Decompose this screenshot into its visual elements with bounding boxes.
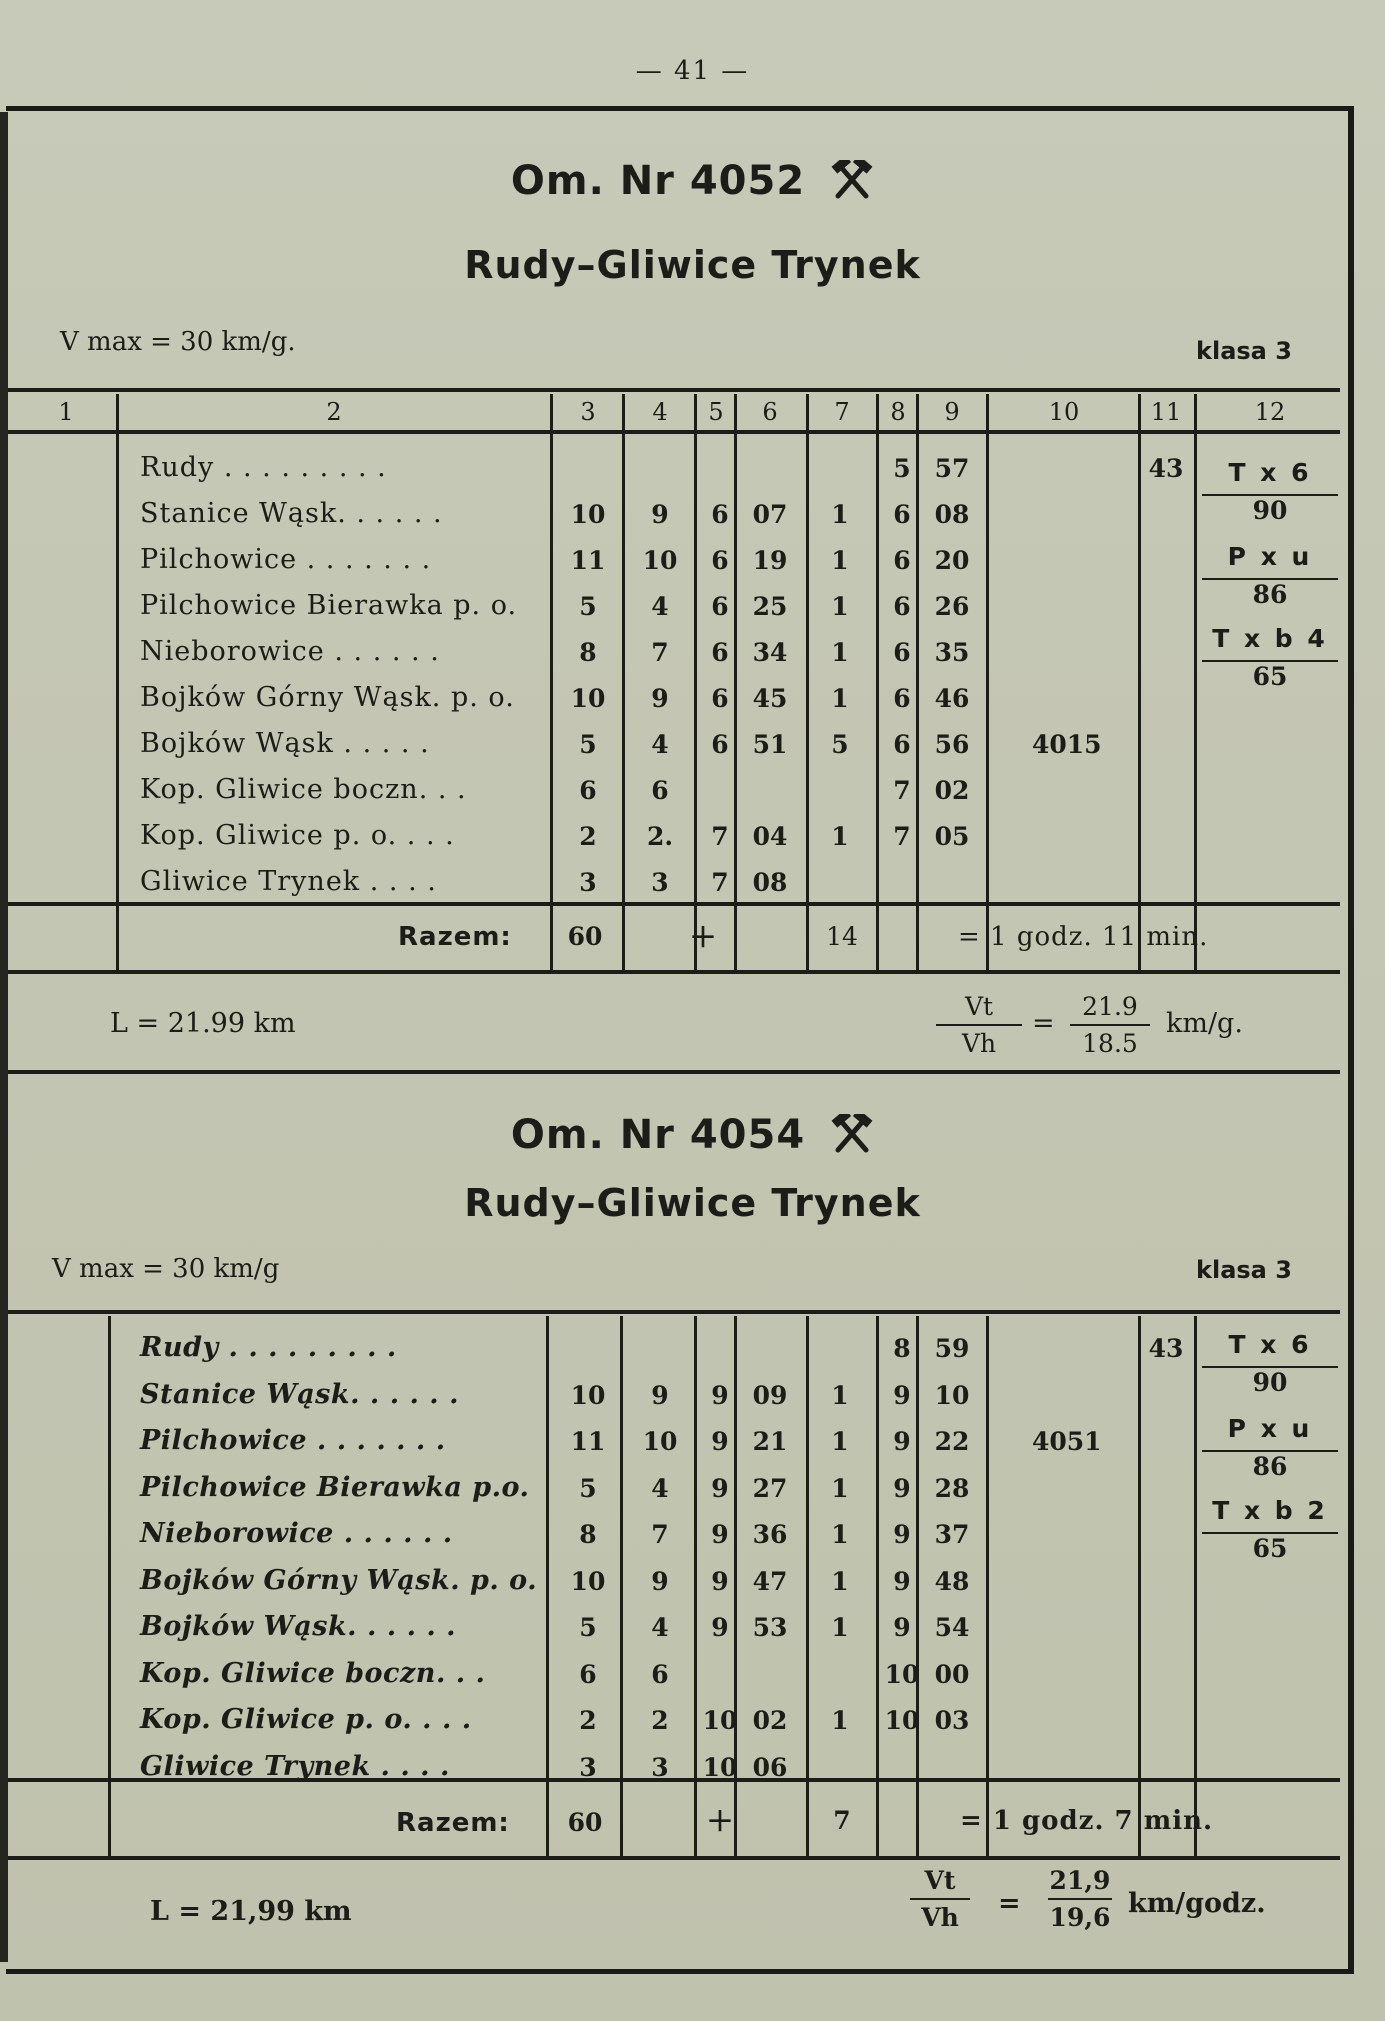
train-composition-cell: T x 6 — [1228, 458, 1312, 487]
station-name: Nieborowice . . . . . . — [140, 1518, 453, 1549]
station-name: Pilchowice . . . . . . . — [140, 1425, 446, 1456]
cell-c9: 03 — [934, 1706, 970, 1735]
section1-klasa: klasa 3 — [1196, 337, 1292, 365]
section1-razem-km: 60 — [567, 922, 603, 951]
header-col-5: 5 — [708, 398, 724, 426]
cell-c5: 6 — [711, 730, 729, 759]
vh-label: Vh — [961, 1029, 997, 1058]
section2-length: L = 21,99 km — [150, 1896, 352, 1927]
section2-route: Rudy–Gliwice Trynek — [464, 1181, 921, 1225]
cell-c9: 59 — [934, 1334, 970, 1363]
vt-label: Vt — [964, 992, 994, 1021]
cell-c11: 43 — [1148, 1334, 1184, 1363]
cell-c11: 43 — [1148, 454, 1184, 483]
cell-c4: 9 — [651, 684, 669, 713]
cell-c6: 27 — [752, 1473, 788, 1503]
cell-c3: 10 — [570, 1566, 606, 1596]
cell-c4: 7 — [651, 1520, 669, 1549]
section2-vmax: V max = 30 km/g — [52, 1254, 280, 1284]
cell-c8: 9 — [893, 1613, 911, 1642]
station-name: Stanice Wąsk. . . . . . — [140, 1378, 459, 1410]
section1-vh-value: 18.5 — [1082, 1029, 1138, 1058]
station-name: Kop. Gliwice boczn. . . — [140, 1657, 486, 1689]
cell-c8: 9 — [893, 1427, 911, 1456]
vt-label: Vt — [924, 1866, 956, 1895]
cell-c9: 46 — [934, 684, 970, 713]
cell-c8: 9 — [893, 1566, 911, 1596]
cell-c3: 6 — [579, 776, 597, 805]
cell-c9: 02 — [934, 776, 970, 805]
section2-title-text: Om. Nr 4054 — [510, 1112, 806, 1158]
cell-c9: 20 — [934, 546, 970, 575]
cell-c3: 2 — [579, 1706, 597, 1735]
cell-c8: 9 — [893, 1473, 911, 1503]
cell-c8: 6 — [893, 500, 911, 529]
cell-c5: 9 — [711, 1520, 729, 1549]
cell-c5: 6 — [711, 638, 729, 667]
cell-c6: 45 — [752, 684, 788, 713]
header-col-10: 10 — [1048, 398, 1080, 426]
section1-speed-fraction — [1070, 992, 1150, 1058]
station-name: Kop. Gliwice p. o. . . . — [140, 1704, 472, 1735]
cell-c9: 57 — [934, 454, 970, 483]
cell-c7: 1 — [831, 1427, 849, 1456]
cell-c8: 7 — [893, 776, 911, 805]
cell-c7: 1 — [831, 592, 849, 621]
cell-c9: 48 — [934, 1566, 970, 1596]
cell-c5: 10 — [702, 1706, 738, 1735]
train-composition-cell: P x u — [1227, 1414, 1313, 1443]
cell-c7: 1 — [831, 1566, 849, 1596]
cell-c4: 9 — [651, 500, 669, 529]
page-number: — 41 — — [635, 56, 750, 86]
cell-c3: 6 — [579, 1659, 597, 1689]
cell-c6: 06 — [752, 1752, 788, 1782]
cell-c3: 11 — [570, 546, 606, 575]
header-col-2: 2 — [326, 398, 342, 426]
s2-column-divider — [1194, 1316, 1197, 1856]
cell-c7: 1 — [831, 1473, 849, 1503]
cell-c6: 21 — [752, 1427, 788, 1456]
cell-c3: 8 — [579, 1520, 597, 1549]
cell-c9: 37 — [934, 1520, 970, 1549]
section1-vt-vh-fraction — [936, 992, 1022, 1058]
section1-vmax: V max = 30 km/g. — [60, 327, 296, 357]
cell-c8: 6 — [893, 638, 911, 667]
cell-c7: 1 — [831, 684, 849, 713]
section2-razem-plus: + — [705, 1800, 735, 1840]
header-col-6: 6 — [762, 398, 778, 426]
station-name: Rudy . . . . . . . . . — [140, 1332, 397, 1363]
section1-title — [0, 158, 1385, 204]
cell-c8: 6 — [893, 546, 911, 575]
hammer-pick-icon — [830, 160, 874, 200]
cell-c6: 25 — [752, 592, 788, 621]
header-col-12: 12 — [1254, 398, 1286, 426]
cell-c4: 4 — [651, 1613, 669, 1642]
station-name: Pilchowice Bierawka p. o. — [140, 590, 518, 621]
cell-c9: 22 — [934, 1427, 970, 1456]
section1-speed-unit: km/g. — [1166, 1008, 1243, 1039]
cell-c7: 1 — [831, 1380, 849, 1410]
cell-c8: 10 — [884, 1706, 920, 1735]
section1-razem-label: Razem: — [398, 922, 512, 952]
cell-c3: 8 — [579, 638, 597, 667]
cell-c10: 4051 — [1032, 1427, 1102, 1456]
page-frame — [6, 106, 1354, 1974]
header-col-4: 4 — [652, 398, 668, 426]
cell-c4: 2 — [651, 1706, 669, 1735]
station-name: Stanice Wąsk. . . . . . — [140, 498, 443, 529]
cell-c5: 9 — [711, 1380, 729, 1410]
section1-route: Rudy–Gliwice Trynek — [464, 243, 921, 287]
train-composition-cell: 65 — [1252, 1534, 1288, 1563]
cell-c8: 9 — [893, 1380, 911, 1410]
section1-razem-stops: 14 — [826, 922, 858, 951]
section2-speed-fraction — [1048, 1866, 1112, 1932]
cell-c6: 53 — [752, 1613, 788, 1642]
cell-c7: 1 — [831, 822, 849, 851]
cell-c6: 04 — [752, 822, 788, 851]
cell-c3: 3 — [579, 868, 597, 897]
cell-c9: 08 — [934, 500, 970, 529]
s2-column-divider — [806, 1316, 809, 1856]
cell-c9: 00 — [934, 1659, 970, 1689]
cell-c4: 4 — [651, 592, 669, 621]
section1-equals: = — [1032, 1008, 1055, 1039]
cell-c5: 10 — [702, 1752, 738, 1782]
s2-column-divider — [546, 1316, 549, 1856]
header-col-7: 7 — [834, 398, 850, 426]
station-name: Pilchowice . . . . . . . — [140, 544, 432, 575]
cell-c3: 5 — [579, 730, 597, 759]
cell-c8: 8 — [893, 1334, 911, 1363]
section2-speed-unit: km/godz. — [1128, 1888, 1266, 1919]
cell-c7: 1 — [831, 1706, 849, 1735]
section2-razem-total: = 1 godz. 7 min. — [960, 1806, 1214, 1836]
cell-c5: 7 — [711, 822, 729, 851]
cell-c5: 9 — [711, 1566, 729, 1596]
station-name: Nieborowice . . . . . . — [140, 636, 440, 667]
section1-rule-bottom — [8, 1070, 1340, 1074]
cell-c4: 3 — [651, 868, 669, 897]
cell-c4: 10 — [642, 1427, 678, 1456]
cell-c5: 7 — [711, 868, 729, 897]
cell-c9: 05 — [934, 822, 970, 851]
station-name: Kop. Gliwice p. o. . . . — [140, 820, 455, 851]
section1-title-text: Om. Nr 4052 — [510, 158, 806, 204]
cell-c7: 1 — [831, 546, 849, 575]
s2-column-divider — [986, 1316, 989, 1856]
cell-c9: 10 — [934, 1380, 970, 1410]
hammer-pick-icon — [830, 1114, 874, 1154]
cell-c6: 34 — [752, 638, 788, 667]
cell-c8: 6 — [893, 592, 911, 621]
cell-c3: 10 — [570, 500, 606, 529]
section2-vt-vh-fraction — [910, 1866, 970, 1932]
cell-c7: 1 — [831, 1613, 849, 1642]
header-col-9: 9 — [944, 398, 960, 426]
station-name: Rudy . . . . . . . . . — [140, 452, 387, 483]
section2-rule-sum-end — [8, 1856, 1340, 1860]
cell-c10: 4015 — [1032, 730, 1102, 759]
header-col-3: 3 — [580, 398, 596, 426]
cell-c6: 19 — [752, 546, 788, 575]
station-name: Gliwice Trynek . . . . — [140, 866, 437, 897]
header-col-11: 11 — [1150, 398, 1182, 426]
station-name: Bojków Górny Wąsk. p. o. — [140, 682, 515, 713]
train-composition-cell: 86 — [1252, 1452, 1288, 1481]
cell-c3: 2 — [579, 822, 597, 851]
cell-c6: 47 — [752, 1566, 788, 1596]
cell-c7: 1 — [831, 638, 849, 667]
vh-label: Vh — [921, 1903, 959, 1932]
train-composition-cell: 90 — [1252, 1368, 1288, 1397]
cell-c8: 9 — [893, 1520, 911, 1549]
section2-klasa: klasa 3 — [1196, 1256, 1292, 1284]
cell-c3: 10 — [570, 1380, 606, 1410]
cell-c3: 10 — [570, 684, 606, 713]
train-composition-cell: 65 — [1252, 662, 1288, 691]
cell-c7: 1 — [831, 1520, 849, 1549]
section2-razem-label: Razem: — [396, 1808, 510, 1838]
cell-c5: 6 — [711, 546, 729, 575]
cell-c8: 7 — [893, 822, 911, 851]
s1-column-divider — [986, 394, 989, 970]
cell-c8: 6 — [893, 730, 911, 759]
cell-c6: 02 — [752, 1706, 788, 1735]
section1-razem-total: = 1 godz. 11 min. — [958, 922, 1209, 952]
section2-razem-km: 60 — [567, 1808, 603, 1837]
cell-c4: 10 — [642, 546, 678, 575]
cell-c8: 5 — [893, 454, 911, 483]
station-name: Gliwice Trynek . . . . — [140, 1750, 450, 1782]
cell-c5: 6 — [711, 592, 729, 621]
section1-rule-top — [8, 388, 1340, 392]
cell-c4: 3 — [651, 1752, 669, 1782]
train-composition-cell: P x u — [1227, 542, 1313, 571]
cell-c7: 5 — [831, 730, 849, 759]
section1-razem-plus: + — [688, 916, 718, 956]
cell-c4: 6 — [651, 776, 669, 805]
cell-c9: 26 — [934, 592, 970, 621]
s2-column-divider — [108, 1316, 111, 1856]
cell-c7: 1 — [831, 500, 849, 529]
s1-column-divider — [116, 394, 119, 970]
header-col-8: 8 — [890, 398, 906, 426]
s1-column-divider — [622, 394, 625, 970]
cell-c4: 9 — [651, 1380, 669, 1410]
cell-c5: 9 — [711, 1473, 729, 1503]
cell-c4: 9 — [651, 1566, 669, 1596]
cell-c3: 5 — [579, 592, 597, 621]
train-composition-cell: 86 — [1252, 580, 1288, 609]
cell-c6: 07 — [752, 500, 788, 529]
section2-razem-stops: 7 — [833, 1806, 851, 1835]
cell-c5: 9 — [711, 1427, 729, 1456]
s2-column-divider — [620, 1316, 623, 1856]
cell-c8: 10 — [884, 1659, 920, 1689]
cell-c6: 36 — [752, 1520, 788, 1549]
s2-column-divider — [1138, 1316, 1141, 1856]
cell-c8: 6 — [893, 684, 911, 713]
cell-c4: 4 — [651, 730, 669, 759]
cell-c9: 35 — [934, 638, 970, 667]
cell-c5: 6 — [711, 500, 729, 529]
cell-c3: 5 — [579, 1473, 597, 1503]
header-col-1: 1 — [58, 398, 74, 426]
section2-equals: = — [998, 1888, 1021, 1919]
station-name: Bojków Wąsk. . . . . . — [140, 1611, 457, 1642]
cell-c6: 51 — [752, 730, 788, 759]
cell-c6: 09 — [752, 1380, 788, 1410]
train-composition-cell: T x 6 — [1228, 1330, 1312, 1359]
s1-column-divider — [806, 394, 809, 970]
cell-c4: 4 — [651, 1473, 669, 1503]
cell-c9: 54 — [934, 1613, 970, 1642]
cell-c4: 7 — [651, 638, 669, 667]
station-name: Pilchowice Bierawka p.o. — [140, 1471, 530, 1503]
section2-title — [0, 1112, 1385, 1158]
train-composition-cell: 90 — [1252, 496, 1288, 525]
train-composition-cell: T x b 2 — [1212, 1496, 1328, 1525]
cell-c4: 6 — [651, 1659, 669, 1689]
cell-c9: 56 — [934, 730, 970, 759]
train-composition-cell: T x b 4 — [1212, 624, 1328, 653]
s1-column-divider — [550, 394, 553, 970]
cell-c5: 9 — [711, 1613, 729, 1642]
section1-length: L = 21.99 km — [110, 1008, 296, 1039]
cell-c9: 28 — [934, 1473, 970, 1503]
cell-c4: 2. — [646, 822, 674, 851]
station-name: Kop. Gliwice boczn. . . — [140, 774, 467, 805]
section1-vt-value: 21.9 — [1082, 992, 1138, 1021]
station-name: Bojków Górny Wąsk. p. o. — [140, 1564, 538, 1596]
station-name: Bojków Wąsk . . . . . — [140, 728, 430, 759]
cell-c6: 08 — [752, 868, 788, 897]
section2-vt-value: 21,9 — [1049, 1866, 1111, 1895]
section2-rule-top — [8, 1310, 1340, 1314]
section1-rule-sum-end — [8, 970, 1340, 974]
cell-c3: 3 — [579, 1752, 597, 1782]
cell-c3: 11 — [570, 1427, 606, 1456]
cell-c3: 5 — [579, 1613, 597, 1642]
cell-c5: 6 — [711, 684, 729, 713]
section2-vh-value: 19,6 — [1049, 1903, 1111, 1932]
